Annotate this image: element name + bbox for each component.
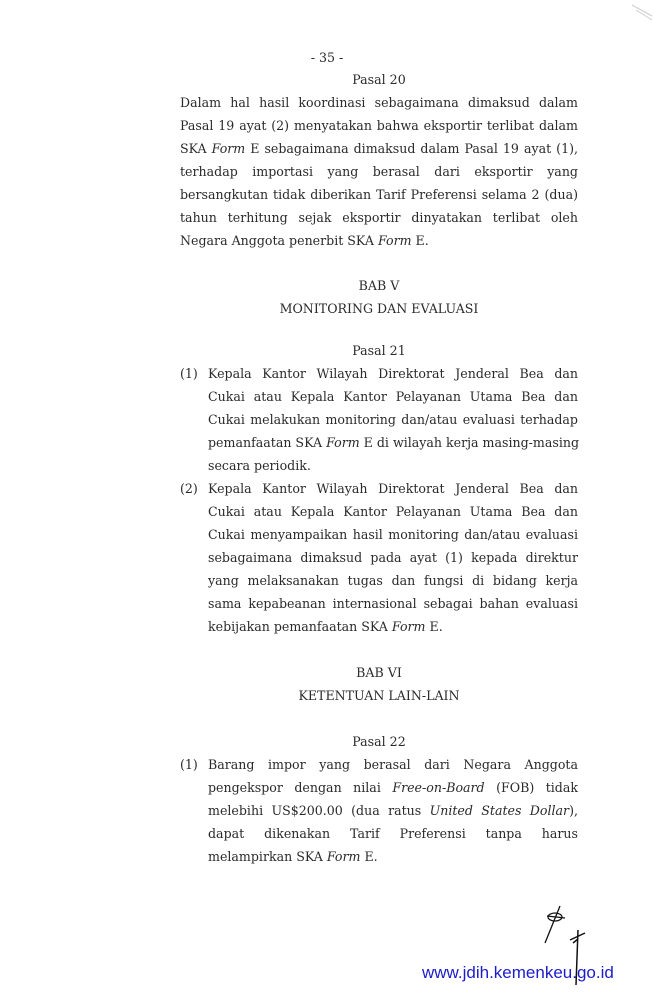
italic-term: Form [391,619,426,634]
text-line [208,569,578,592]
text-line [208,385,578,408]
document-body [180,46,578,868]
text-line [208,753,578,776]
text-line [180,91,578,114]
section [180,68,578,252]
text-segment: E. [425,619,443,634]
paragraph [180,362,578,477]
section [180,274,578,320]
section-heading: Pasal 21 [352,343,406,358]
text-segment: Cukai menyampaikan hasil monitoring dan/atau evaluasi [208,527,578,542]
text-line [208,477,578,500]
text-segment: Cukai atau Kepala Kantor Pelayanan Utama Bea dan [208,504,578,519]
paragraph-number: (1) [180,366,198,381]
jdih-website-link[interactable]: www.jdih.kemenkeu.go.id [422,963,614,982]
section-subheading: MONITORING DAN EVALUASI [279,301,479,316]
text-segment: sebagaimana dimaksud pada ayat (1) kepada direktur [208,550,578,565]
text-segment: yang melaksanakan tugas dan fungsi di bidang kerja [208,573,578,588]
text-line [180,160,578,183]
italic-term: Form [326,435,360,450]
text-line [208,799,578,822]
text-segment: ), [569,803,578,818]
text-segment: bersangkutan tidak diberikan Tarif Preferensi selama 2 (dua) [180,187,578,202]
section-heading: BAB V [358,278,400,293]
text-line [208,431,578,454]
text-line [208,592,578,615]
text-line [180,114,578,137]
text-segment: secara periodik. [208,458,311,473]
text-segment: kebijakan pemanfaatan SKA [208,619,392,634]
section-heading: BAB VI [356,665,402,680]
section [180,730,578,868]
text-segment: dapat dikenakan Tarif Preferensi tanpa harus [208,826,578,841]
text-line [208,776,578,799]
page-number: - 35 - [310,50,344,65]
text-segment: melampirkan SKA [208,849,327,864]
text-segment: Kepala Kantor Wilayah Direktorat Jenderal Bea dan [208,366,578,381]
text-line [208,500,578,523]
text-segment: Cukai melakukan monitoring dan/atau evaluasi terhadap [208,412,578,427]
text-segment: tahun terhitung sejak eksportir dinyatakan terlibat oleh [180,210,578,225]
text-segment: pengekspor dengan nilai [208,780,393,795]
text-segment: SKA [180,141,212,156]
text-segment: Cukai atau Kepala Kantor Pelayanan Utama Bea dan [208,389,578,404]
section-subheading: KETENTUAN LAIN-LAIN [298,688,460,703]
text-segment: Dalam hal hasil koordinasi sebagaimana dimaksud dalam [180,95,578,110]
text-segment: E sebagaimana dimaksud dalam Pasal 19 ayat (1), [245,141,579,156]
text-line [208,546,578,569]
text-segment: Negara Anggota penerbit SKA [180,233,378,248]
text-line [208,822,578,845]
text-segment: Barang impor yang berasal dari Negara Anggota [208,757,578,772]
text-segment: Kepala Kantor Wilayah Direktorat Jenderal Bea dan [208,481,578,496]
text-line [180,183,578,206]
text-line [208,523,578,546]
italic-term: Form [377,233,412,248]
text-line [180,137,578,160]
text-segment: E. [411,233,429,248]
italic-term: United States Dollar [429,803,570,818]
text-segment: E di wilayah kerja masing-masing [359,435,580,450]
paragraph [180,753,578,868]
text-line [180,229,578,252]
italic-term: Form [211,141,246,156]
paragraph-number: (1) [180,757,198,772]
text-line [208,454,578,477]
text-segment: sama kepabeanan internasional sebagai bahan evaluasi [208,596,578,611]
text-line [208,408,578,431]
paragraph-number: (2) [180,481,198,496]
text-segment: E. [360,849,378,864]
text-segment: terhadap importasi yang berasal dari eksportir yang [180,164,578,179]
section [180,661,578,707]
italic-term: Free-on-Board [392,780,485,795]
section-heading: Pasal 22 [352,734,406,749]
text-line [180,206,578,229]
text-line [208,615,578,638]
text-segment: melebihi US$200.00 (dua ratus [208,803,430,818]
italic-term: Form [326,849,361,864]
text-line [208,845,578,868]
section-heading: Pasal 20 [352,72,406,87]
section [180,339,578,638]
paragraph [180,477,578,638]
text-segment: pemanfaatan SKA [208,435,327,450]
page-corner-mark [624,0,654,25]
text-segment: (FOB) tidak [484,780,578,795]
paragraph [180,91,578,252]
text-segment: Pasal 19 ayat (2) menyatakan bahwa eksportir terlibat dalam [180,118,578,133]
text-line [208,362,578,385]
